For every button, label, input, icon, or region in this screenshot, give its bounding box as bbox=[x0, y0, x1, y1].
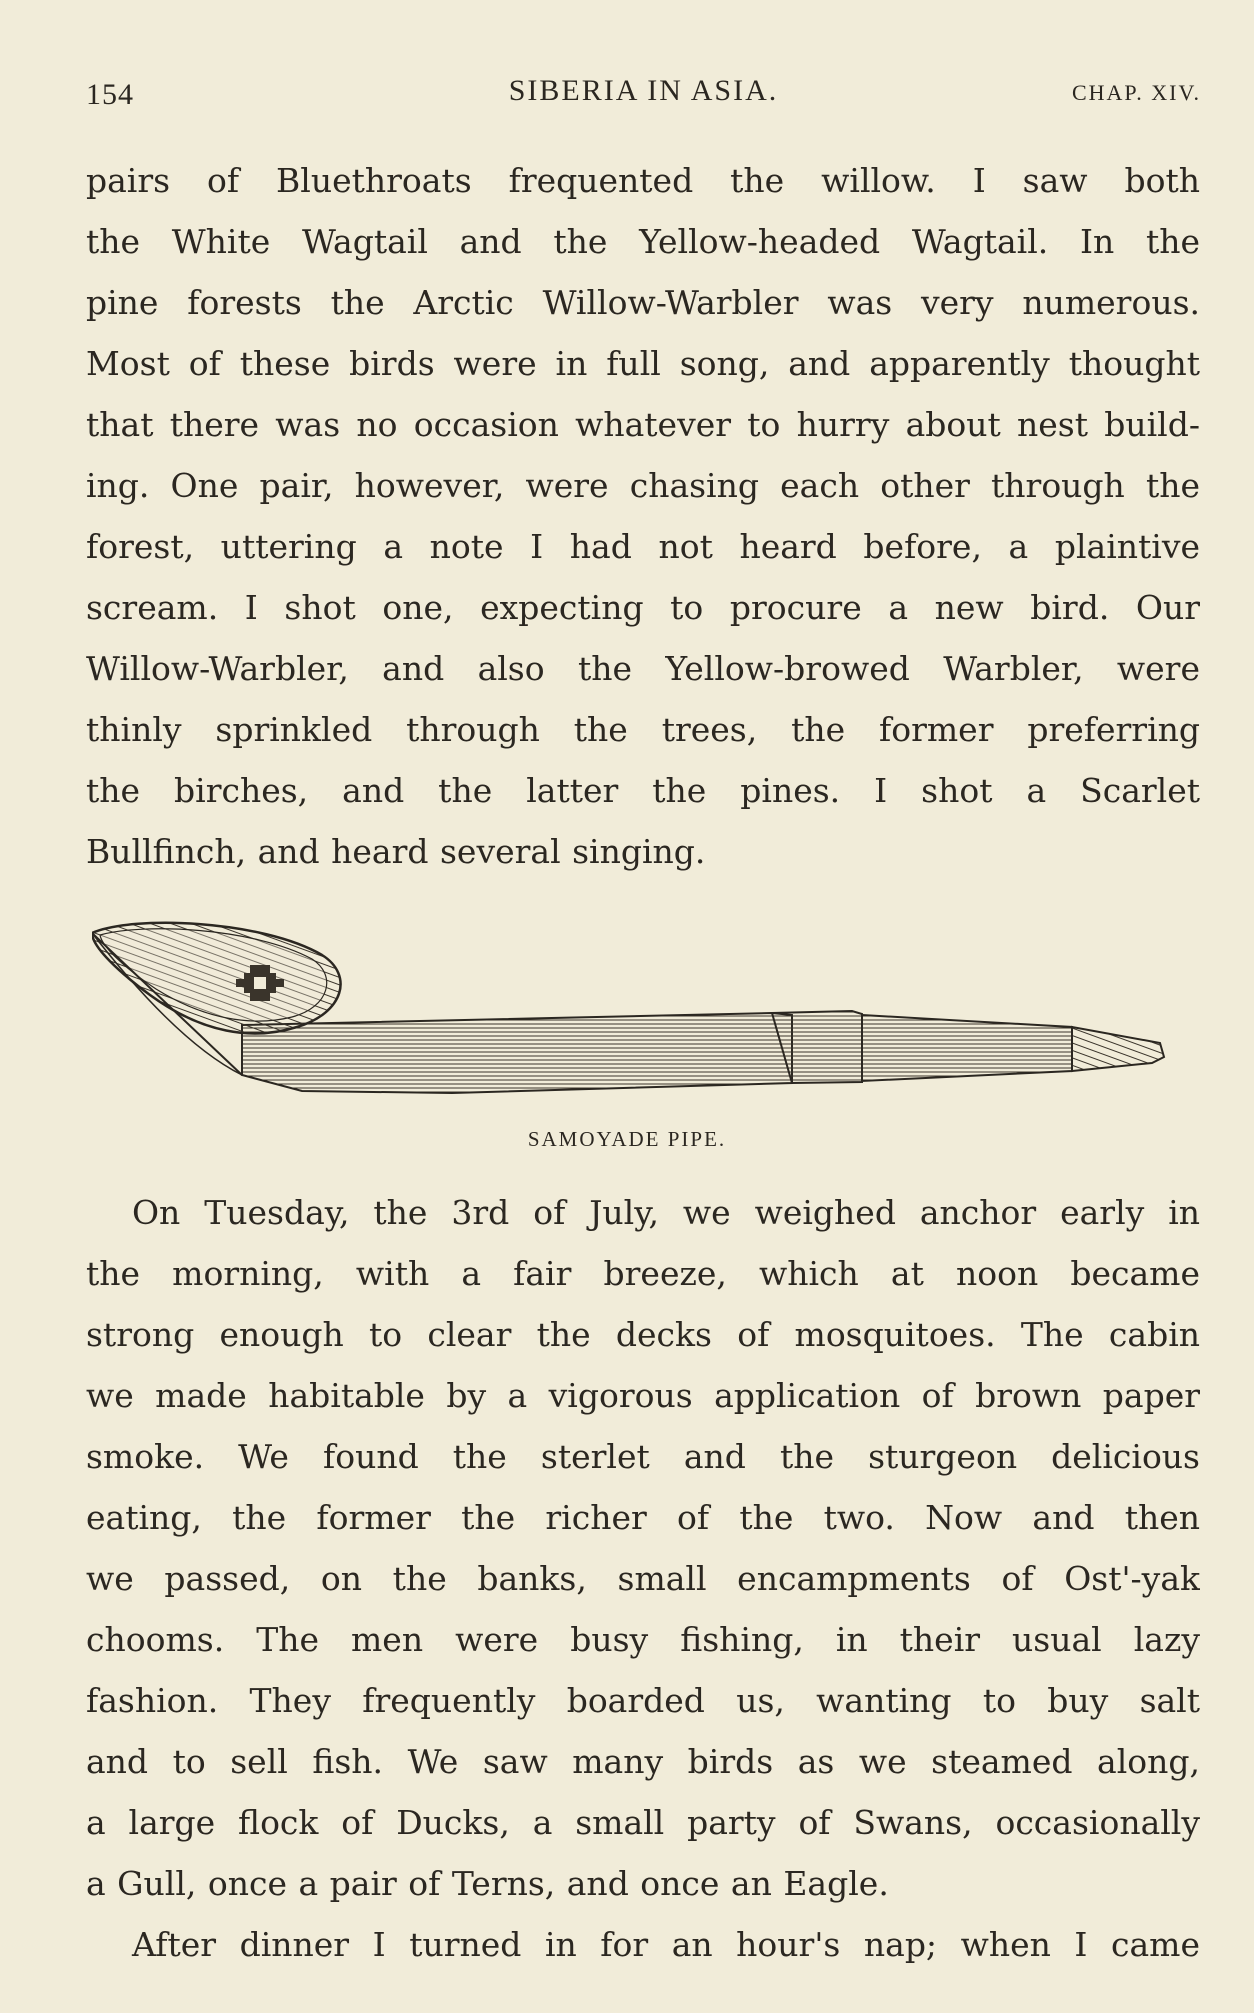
text-line: a Gull, once a pair of Terns, and once an Eagle. bbox=[86, 1864, 889, 1903]
text-line: strong enough to clear the decks of mosquitoes. The cabin bbox=[86, 1315, 1200, 1354]
paragraph-after-dinner bbox=[86, 1914, 1200, 1975]
text-line: eating, the former the richer of the two. Now and then bbox=[86, 1498, 1200, 1537]
text-line: ing. One pair, however, were chasing each other through the bbox=[86, 466, 1200, 505]
text-line: Willow-Warbler, and also the Yellow-browed Warbler, were bbox=[86, 649, 1200, 688]
text-line: the morning, with a fair breeze, which at noon became bbox=[86, 1254, 1200, 1293]
text-line: fashion. They frequently boarded us, wanting to buy salt bbox=[86, 1681, 1200, 1720]
page-number: 154 bbox=[86, 78, 134, 111]
page-title: SIBERIA IN ASIA. bbox=[508, 74, 779, 107]
text-line: pairs of Bluethroats frequented the willow. I saw both bbox=[86, 161, 1200, 200]
text-line: scream. I shot one, expecting to procure a new bird. Our bbox=[86, 588, 1200, 627]
text-line: and to sell fish. We saw many birds as we steamed along, bbox=[86, 1742, 1200, 1781]
text-line: we made habitable by a vigorous application of brown paper bbox=[86, 1376, 1200, 1415]
text-line: On Tuesday, the 3rd of July, we weighed anchor early in bbox=[132, 1193, 1200, 1232]
text-line: smoke. We found the sterlet and the sturgeon delicious bbox=[86, 1437, 1200, 1476]
paragraph-voyage bbox=[86, 1182, 1200, 1914]
text-line: that there was no occasion whatever to hurry about nest build- bbox=[86, 405, 1200, 444]
text-line: After dinner I turned in for an hour's nap; when I came bbox=[132, 1925, 1200, 1964]
text-line: Bullfinch, and heard several singing. bbox=[86, 832, 706, 871]
text-line: Most of these birds were in full song, and apparently thought bbox=[86, 344, 1200, 383]
text-line: thinly sprinkled through the trees, the former preferring bbox=[86, 710, 1200, 749]
text-line: a large flock of Ducks, a small party of Swans, occasionally bbox=[86, 1803, 1200, 1842]
running-head bbox=[86, 74, 1201, 114]
paragraph-birds bbox=[86, 150, 1200, 882]
text-line: pine forests the Arctic Willow-Warbler was very numerous. bbox=[86, 283, 1200, 322]
text-line: the birches, and the latter the pines. I shot a Scarlet bbox=[86, 771, 1200, 810]
text-line: we passed, on the banks, small encampments of Ost'-yak bbox=[86, 1559, 1200, 1598]
samoyade-pipe-illustration bbox=[92, 915, 1172, 1100]
text-line: forest, uttering a note I had not heard before, a plaintive bbox=[86, 527, 1200, 566]
figure-caption: SAMOYADE PIPE. bbox=[527, 1127, 727, 1151]
text-line: chooms. The men were busy fishing, in their usual lazy bbox=[86, 1620, 1200, 1659]
text-line: the White Wagtail and the Yellow-headed Wagtail. In the bbox=[86, 222, 1200, 261]
chapter-mark: CHAP. XIV. bbox=[1071, 80, 1201, 105]
